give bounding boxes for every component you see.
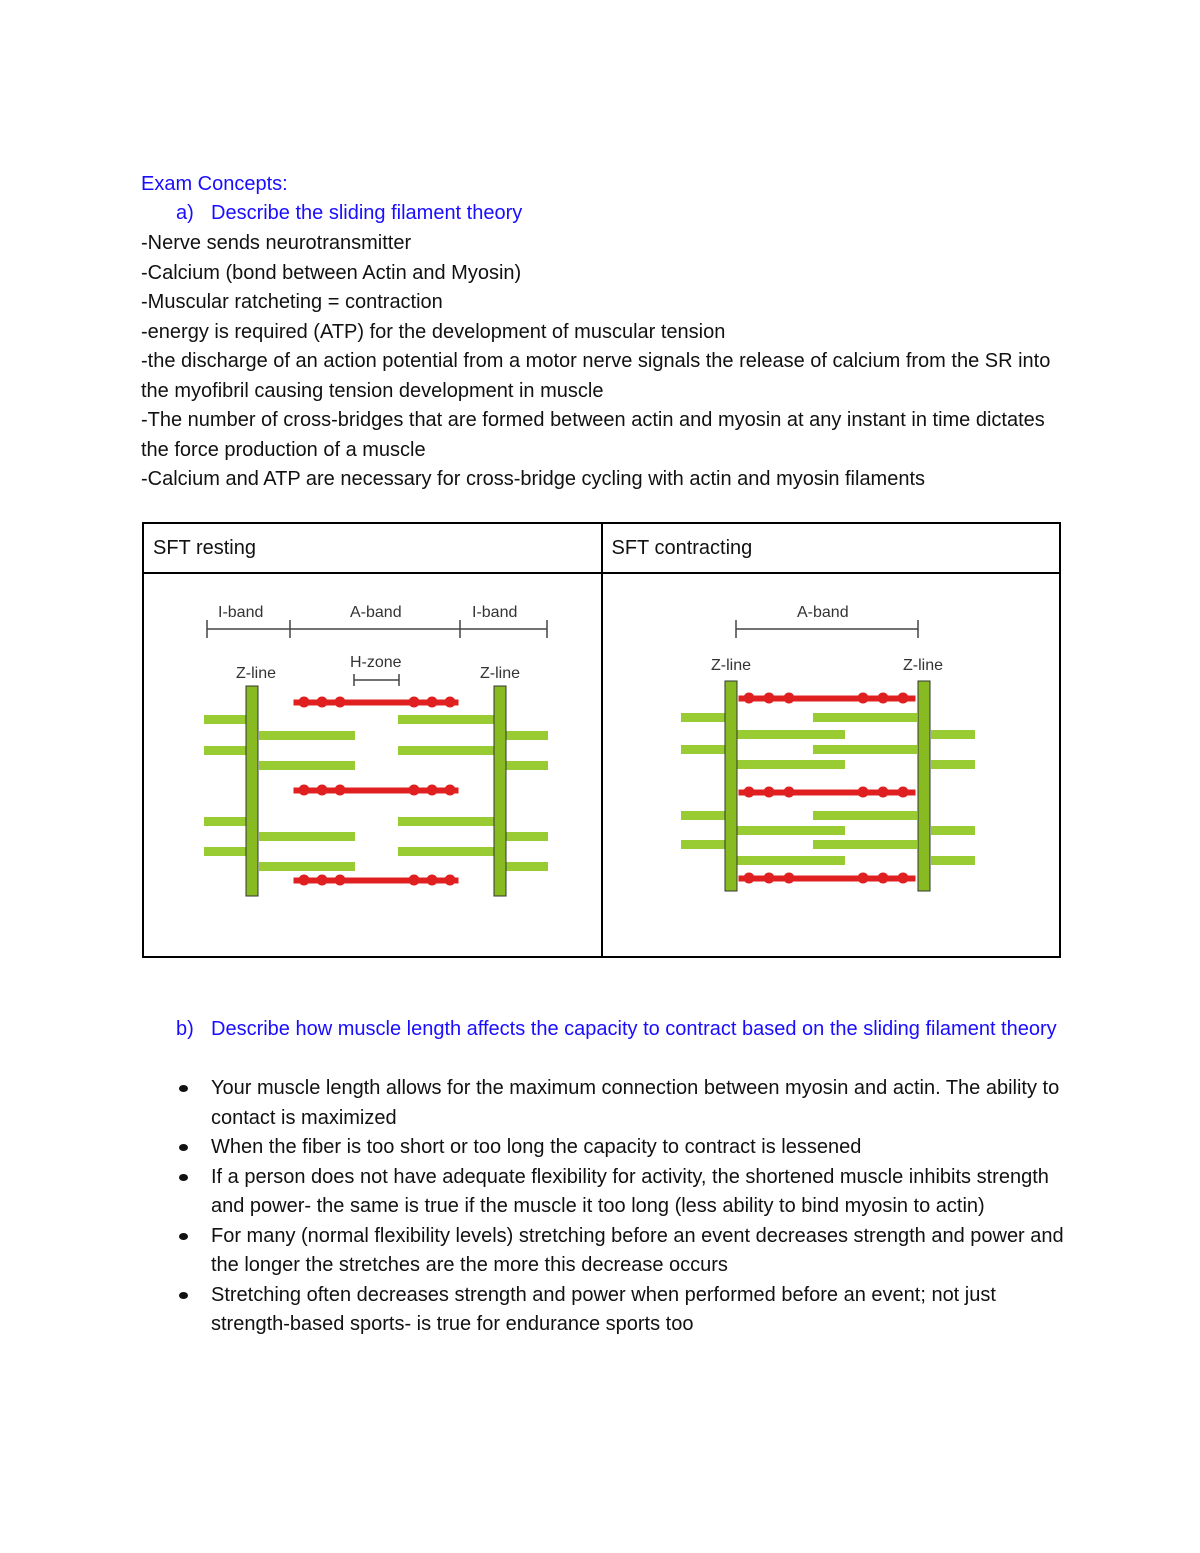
h-zone-label: H-zone xyxy=(350,654,402,671)
z-line-left-label: Z-line xyxy=(236,665,277,682)
note-line: -The number of cross-bridges that are formed between actin and myosin at any instant in time dictates the force production of a muscle xyxy=(141,409,1045,461)
contracting-sarcomere-diagram xyxy=(603,574,1061,956)
resting-sarcomere-diagram xyxy=(144,574,601,956)
bullet-text: If a person does not have adequate flexibility for activity, the shortened muscle inhibits strength and power- the same is true if the muscle it too long (less ability to bind myosin to actin) xyxy=(211,1165,1049,1217)
bullet-text: Stretching often decreases strength and power when performed before an event; not just strength-based sports- is true for endurance sports too xyxy=(211,1283,996,1335)
bullet-icon xyxy=(179,1144,188,1151)
bullet-icon xyxy=(179,1174,188,1181)
contracting-diagram-cell xyxy=(602,573,1061,957)
section-b-title xyxy=(176,1015,1066,1045)
bullet-icon xyxy=(179,1292,188,1299)
note-line: -energy is required (ATP) for the development of muscular tension xyxy=(141,320,726,343)
section-b-title-text: Describe how muscle length affects the capacity to contract based on the sliding filament theory xyxy=(211,1018,1057,1040)
list-item xyxy=(176,1074,1066,1133)
i-band-left-label: I-band xyxy=(218,604,264,621)
resting-diagram-cell xyxy=(143,573,602,957)
bullet-text: When the fiber is too short or too long the capacity to contract is lessened xyxy=(211,1136,862,1158)
myosin-filaments xyxy=(294,697,458,885)
section-b-label: b) xyxy=(176,1018,194,1040)
z-line-right-label: Z-line xyxy=(902,657,943,674)
section-a-title xyxy=(176,199,522,229)
z-line-left-label: Z-line xyxy=(710,657,751,674)
section-a-notes xyxy=(141,229,1061,495)
bullet-text: Your muscle length allows for the maximum connection between myosin and actin. The ability to contact is maximized xyxy=(211,1077,1060,1129)
table-header-contracting: SFT contracting xyxy=(602,523,1061,573)
section-a-label: a) xyxy=(176,202,194,224)
section-b-bullets xyxy=(176,1074,1066,1340)
list-item xyxy=(176,1222,1066,1281)
list-item xyxy=(176,1133,1066,1163)
note-line: -the discharge of an action potential from a motor nerve signals the release of calcium from the SR into the myofibril causing tension development in muscle xyxy=(141,350,1051,402)
i-band-right-label: I-band xyxy=(472,604,518,621)
note-line: -Calcium (bond between Actin and Myosin) xyxy=(141,261,522,284)
bullet-icon xyxy=(179,1085,188,1092)
z-line-right-label: Z-line xyxy=(480,665,521,682)
a-band-measure-line xyxy=(736,620,918,638)
list-item xyxy=(176,1163,1066,1222)
note-line: -Nerve sends neurotransmitter xyxy=(141,232,412,254)
note-line: -Calcium and ATP are necessary for cross-bridge cycling with actin and myosin filaments xyxy=(141,468,926,490)
bullet-text: For many (normal flexibility levels) stretching before an event decreases strength and power and the longer the stretches are the more this decrease occurs xyxy=(211,1224,1064,1276)
note-line: -Muscular ratcheting = contraction xyxy=(141,291,443,313)
bullet-icon xyxy=(179,1233,188,1240)
exam-concepts-heading: Exam Concepts: xyxy=(141,173,288,195)
table-header-resting: SFT resting xyxy=(143,523,602,573)
a-band-label: A-band xyxy=(350,604,402,621)
list-item xyxy=(176,1281,1066,1340)
a-band-label: A-band xyxy=(796,604,849,621)
sft-comparison-table xyxy=(142,522,1061,958)
section-a-title-text: Describe the sliding filament theory xyxy=(211,202,523,224)
